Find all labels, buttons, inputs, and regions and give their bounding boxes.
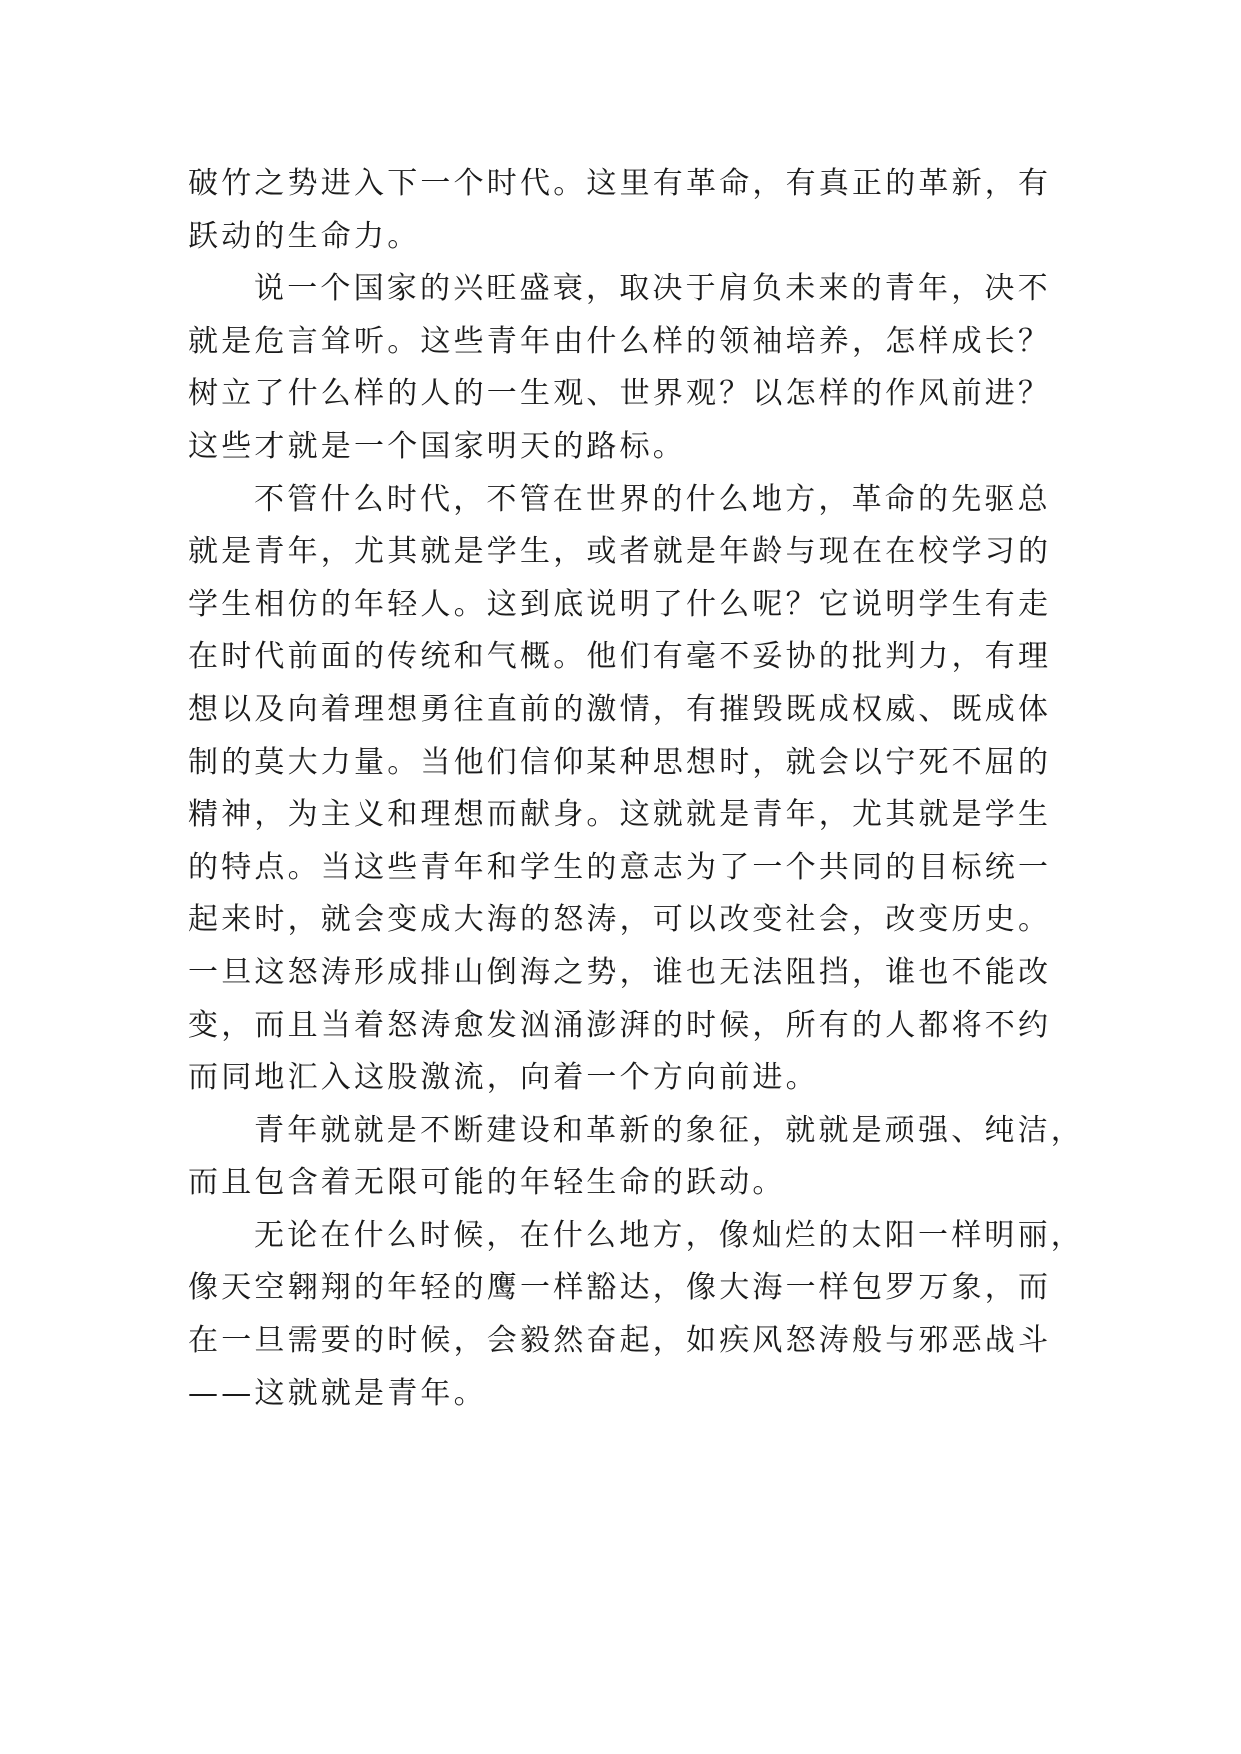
paragraph-2-line-4: 这些才就是一个国家明天的路标。 [188,428,686,464]
paragraph-4-line-1: 青年就就是不断建设和革新的象征，就就是顽强、纯洁， [254,1112,1084,1148]
paragraph-1-line-1: 破竹之势进入下一个时代。这里有革命，有真正的革新，有 [188,166,1052,201]
paragraph-3-line-11: 变，而且当着怒涛愈发汹涌澎湃的时候，所有的人都将不约 [188,1007,1052,1043]
paragraph-3-line-3: 学生相仿的年轻人。这到底说明了什么呢？它说明学生有走 [188,586,1052,622]
paragraph-4-line-2: 而且包含着无限可能的年轻生命的跃动。 [188,1165,786,1201]
paragraph-2-line-1: 说一个国家的兴旺盛衰，取决于肩负未来的青年，决不 [254,271,1051,307]
paragraph-1-line-2: 跃动的生命力。 [188,218,421,254]
paragraph-2-line-2: 就是危言耸听。这些青年由什么样的领袖培养，怎样成长？ [188,323,1052,359]
paragraph-3-line-2: 就是青年，尤其就是学生，或者就是年龄与现在在校学习的 [188,534,1052,570]
paragraph-3-line-12: 而同地汇入这股激流，向着一个方向前进。 [188,1060,819,1096]
paragraph-3-line-9: 起来时，就会变成大海的怒涛，可以改变社会，改变历史。 [188,902,1052,938]
paragraph-3-line-6: 制的莫大力量。当他们信仰某种思想时，就会以宁死不屈的 [188,744,1052,780]
paragraph-5-line-1: 无论在什么时候，在什么地方，像灿烂的太阳一样明丽， [254,1217,1084,1253]
document-body [188,158,1084,1420]
paragraph-3-line-7: 精神，为主义和理想而献身。这就就是青年，尤其就是学生 [188,797,1052,833]
paragraph-3-line-5: 想以及向着理想勇往直前的激情，有摧毁既成权威、既成体 [188,691,1052,727]
paragraph-3-line-8: 的特点。当这些青年和学生的意志为了一个共同的目标统一 [188,849,1052,885]
paragraph-5-line-3: 在一旦需要的时候，会毅然奋起，如疾风怒涛般与邪恶战斗 [188,1323,1052,1359]
paragraph-2-line-3: 树立了什么样的人的一生观、世界观？以怎样的作风前进？ [188,376,1052,412]
paragraph-3-line-4: 在时代前面的传统和气概。他们有毫不妥协的批判力，有理 [188,639,1052,675]
paragraph-3-line-10: 一旦这怒涛形成排山倒海之势，谁也无法阻挡，谁也不能改 [188,954,1052,990]
paragraph-3-line-1: 不管什么时代，不管在世界的什么地方，革命的先驱总 [254,481,1051,517]
paragraph-5-line-4: ——这就就是青年。 [188,1375,487,1411]
paragraph-5-line-2: 像天空翱翔的年轻的鹰一样豁达，像大海一样包罗万象，而 [188,1270,1052,1306]
